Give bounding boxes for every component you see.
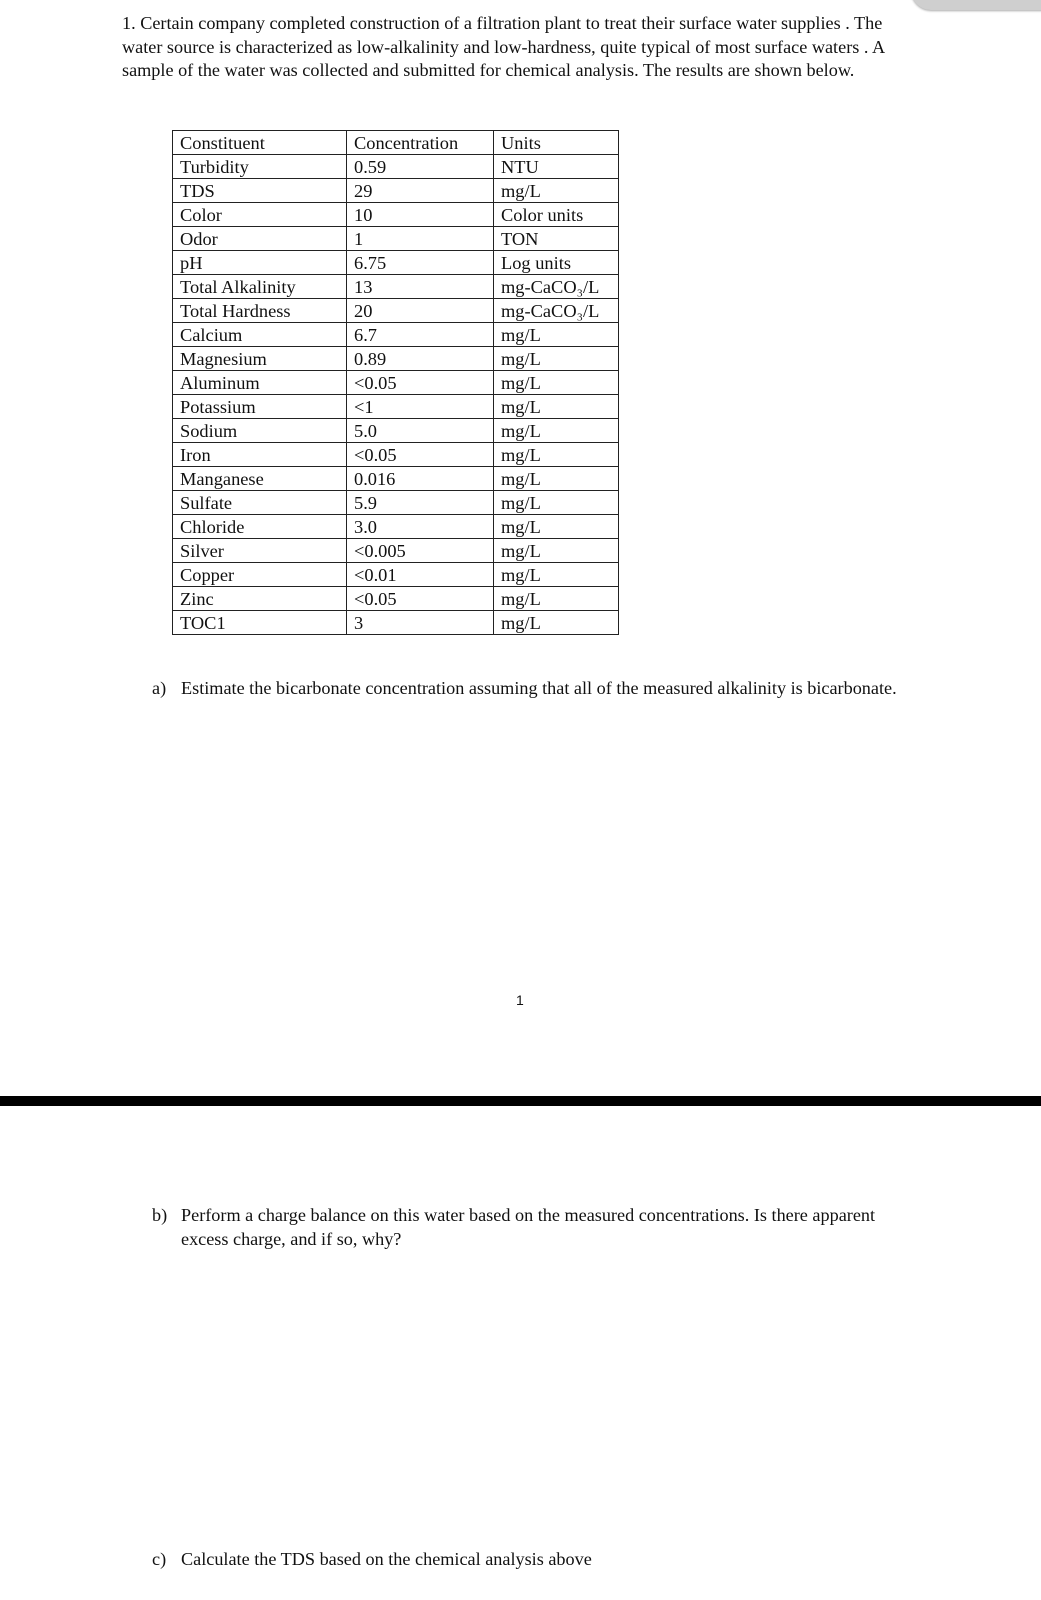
table-row [173, 563, 619, 587]
question-text: Estimate the bicarbonate concentration assuming that all of the measured alkalinity is bicarbonate. [181, 678, 897, 698]
table-row [173, 395, 619, 419]
header-constituent: Constituent [173, 131, 347, 155]
table-row [173, 587, 619, 611]
cell-units: mg/L [494, 491, 619, 515]
cell-units: mg/L [494, 611, 619, 635]
cell-concentration: <0.01 [347, 563, 494, 587]
table-row [173, 539, 619, 563]
cell-concentration: <0.005 [347, 539, 494, 563]
cell-constituent: Copper [173, 563, 347, 587]
cell-concentration: <0.05 [347, 587, 494, 611]
cell-constituent: Odor [173, 227, 347, 251]
cell-units: mg/L [494, 467, 619, 491]
cell-units: mg-CaCO₃/L [494, 275, 619, 299]
cell-units: mg/L [494, 179, 619, 203]
cell-constituent: Magnesium [173, 347, 347, 371]
table-row [173, 155, 619, 179]
cell-constituent: Calcium [173, 323, 347, 347]
cell-units: mg/L [494, 539, 619, 563]
cell-concentration: 0.016 [347, 467, 494, 491]
cell-units: NTU [494, 155, 619, 179]
table-row [173, 371, 619, 395]
cell-concentration: 20 [347, 299, 494, 323]
table-row [173, 251, 619, 275]
table-row [173, 179, 619, 203]
question-intro: 1. Certain company completed construction of a filtration plant to treat their surface water supplies . The water source is characterized as low-alkalinity and low-hardness, quite typical of most surface waters . A sample of the water was collected and submitted for chemical analysis. The results are shown below. [122, 13, 885, 80]
table-row [173, 275, 619, 299]
page-number: 1 [516, 992, 524, 1008]
table-row [173, 227, 619, 251]
cell-constituent: Zinc [173, 587, 347, 611]
question-text: Calculate the TDS based on the chemical analysis above [181, 1549, 592, 1569]
table-header-row [173, 131, 619, 155]
cell-units: mg/L [494, 443, 619, 467]
header-concentration: Concentration [347, 131, 494, 155]
cell-constituent: Sulfate [173, 491, 347, 515]
cell-constituent: Silver [173, 539, 347, 563]
question-letter: b) [152, 1205, 168, 1225]
table-row [173, 419, 619, 443]
cell-units: TON [494, 227, 619, 251]
cell-concentration: <0.05 [347, 443, 494, 467]
cell-units: mg/L [494, 347, 619, 371]
table-row [173, 611, 619, 635]
table-row [173, 491, 619, 515]
cell-units: mg/L [494, 323, 619, 347]
cell-units: mg/L [494, 515, 619, 539]
analysis-table [172, 130, 619, 635]
cell-constituent: Aluminum [173, 371, 347, 395]
cell-constituent: Chloride [173, 515, 347, 539]
table-row [173, 347, 619, 371]
table-row [173, 299, 619, 323]
cell-concentration: 3.0 [347, 515, 494, 539]
cell-units: Log units [494, 251, 619, 275]
cell-constituent: Total Hardness [173, 299, 347, 323]
cell-units: mg/L [494, 587, 619, 611]
question-letter: a) [152, 678, 167, 698]
cell-concentration: 6.7 [347, 323, 494, 347]
question-text: Perform a charge balance on this water based on the measured concentrations. Is there apparent excess charge, and if so, why? [181, 1205, 876, 1249]
cell-constituent: Manganese [173, 467, 347, 491]
cell-units: mg-CaCO₃/L [494, 299, 619, 323]
page-break-divider [0, 1096, 1041, 1106]
table-row [173, 323, 619, 347]
cell-units: mg/L [494, 395, 619, 419]
cell-concentration: 1 [347, 227, 494, 251]
cell-concentration: 5.0 [347, 419, 494, 443]
cell-constituent: Total Alkalinity [173, 275, 347, 299]
cell-concentration: <1 [347, 395, 494, 419]
cell-constituent: pH [173, 251, 347, 275]
cell-constituent: Sodium [173, 419, 347, 443]
cell-constituent: Turbidity [173, 155, 347, 179]
question-letter: c) [152, 1549, 167, 1569]
cell-concentration: 6.75 [347, 251, 494, 275]
cell-units: Color units [494, 203, 619, 227]
cell-concentration: 0.59 [347, 155, 494, 179]
cell-units: mg/L [494, 371, 619, 395]
cell-units: mg/L [494, 563, 619, 587]
cell-units: mg/L [494, 419, 619, 443]
cell-constituent: Potassium [173, 395, 347, 419]
cell-constituent: TOC1 [173, 611, 347, 635]
corner-tab [911, 0, 1041, 10]
table-row [173, 443, 619, 467]
table-row [173, 515, 619, 539]
cell-constituent: TDS [173, 179, 347, 203]
cell-concentration: 0.89 [347, 347, 494, 371]
cell-constituent: Iron [173, 443, 347, 467]
cell-concentration: 10 [347, 203, 494, 227]
cell-concentration: 13 [347, 275, 494, 299]
cell-constituent: Color [173, 203, 347, 227]
cell-concentration: 5.9 [347, 491, 494, 515]
cell-concentration: <0.05 [347, 371, 494, 395]
header-units: Units [494, 131, 619, 155]
table-row [173, 203, 619, 227]
table-row [173, 467, 619, 491]
cell-concentration: 29 [347, 179, 494, 203]
cell-concentration: 3 [347, 611, 494, 635]
